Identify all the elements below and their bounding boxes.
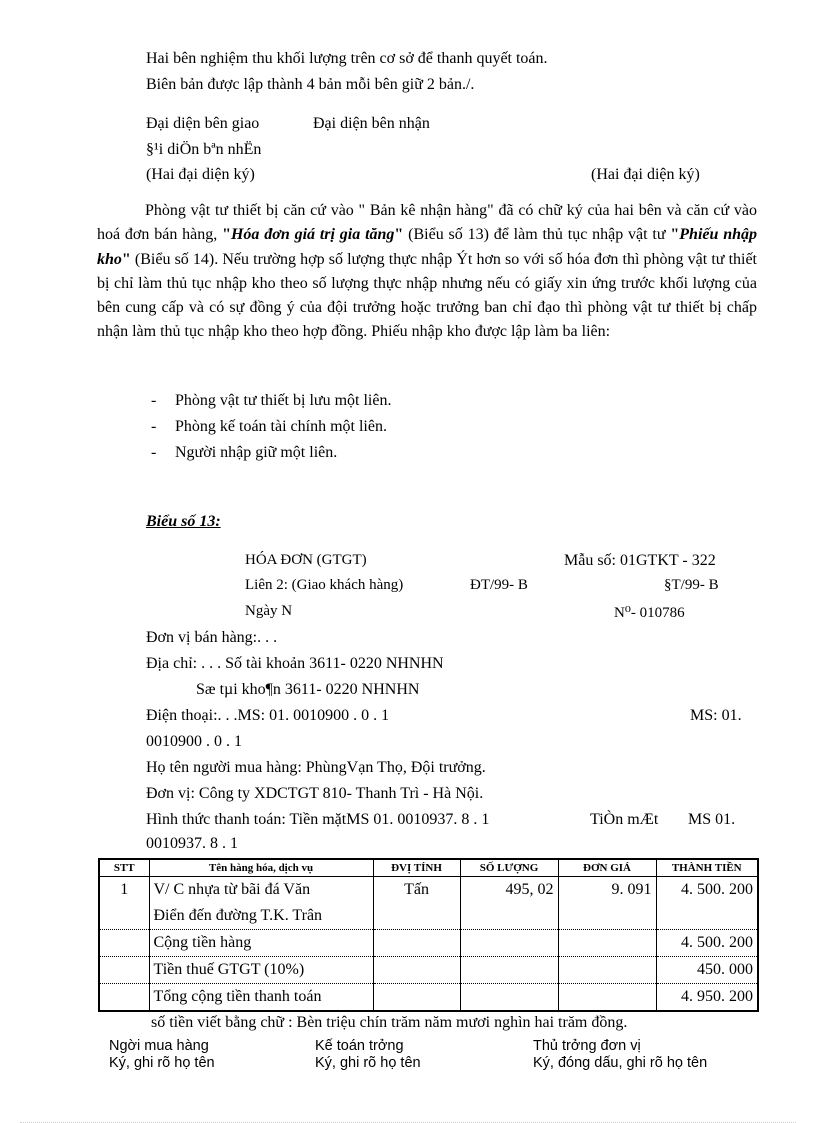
seller-phone: Điện thoại:. . .MS: 01. 0010900 . 0 . 1 bbox=[146, 707, 390, 724]
buyer-ms-cont: 0010937. 8 . 1 bbox=[146, 835, 238, 852]
bullet-mark: - bbox=[151, 418, 157, 435]
invoice-date: Ngày N bbox=[245, 603, 293, 619]
cell-unit: Tấn bbox=[373, 877, 460, 930]
bullet-item: Phòng vật tư thiết bị lưu một liên. bbox=[175, 392, 392, 409]
col-header: ĐƠN GIÁ bbox=[558, 859, 656, 877]
sign-left: (Hai đại diện ký) bbox=[146, 166, 255, 183]
signature-role: Ngời mua hàng bbox=[109, 1038, 209, 1054]
cell-summary-amount: 4. 500. 200 bbox=[656, 930, 758, 957]
cell-summary-label: Cộng tiền hàng bbox=[149, 930, 373, 957]
sign-right: (Hai đại diện ký) bbox=[591, 166, 700, 183]
receipt-emphasis: Phiếu nhập kho bbox=[97, 226, 758, 268]
seller-unit: Đơn vị bán hàng:. . . bbox=[146, 629, 278, 646]
table-header-row bbox=[99, 859, 758, 877]
amount-in-words: số tiền viết bằng chữ : Bèn triệu chín trăm năm mươi nghìn hai trăm đồng. bbox=[151, 1014, 628, 1031]
signature-note: Ký, ghi rõ họ tên bbox=[315, 1055, 421, 1071]
main-paragraph: Phòng vật tư thiết bị căn cứ vào " Bản kê nhận hàng" đã có chữ ký của hai bên và căn cứ vào hoá đơn bán hàng, "Hóa đơn giá trị gia tăng" (Biểu số 13) để làm thủ tục nhập vật tư "Phiếu nhập kho" (Biểu số 14). Nếu trường hợp số lượng thực nhập Ýt hơn so với số hóa đơn thì phòng vật tư thiết bị chỉ làm thủ tục nhập kho theo số lượng thực nhập nhưng nếu có giấy xin ứng trước khối lượng của bên cung cấp và có sự đồng ý của đội trưởng hoặc trưởng ban chỉ đạo thì phòng vật tư thiết bị chấp nhận làm thủ tục nhập kho theo hợp đồng. Phiếu nhập kho được lập làm ba liên: bbox=[97, 202, 758, 341]
invoice-dt: ĐT/99- B bbox=[470, 577, 528, 593]
col-header: THÀNH TIỀN bbox=[656, 859, 758, 877]
signature-note: Ký, ghi rõ họ tên bbox=[109, 1055, 215, 1071]
cell-summary-label: Tiền thuế GTGT (10%) bbox=[149, 957, 373, 984]
invoice-number: N⁰- 010786 bbox=[614, 605, 685, 621]
seller-address: Địa chỉ: . . . Số tài khoản 3611- 0220 NHNHN bbox=[146, 655, 444, 672]
cell-amount: 4. 500. 200 bbox=[656, 877, 758, 930]
seller-ms-cont: 0010900 . 0 . 1 bbox=[146, 733, 242, 750]
buyer-name: Họ tên người mua hàng: PhùngVạn Thọ, Đội trưởng. bbox=[146, 759, 486, 776]
cell-item-name: V/ C nhựa từ bãi đá Văn Điển đến đường T.K. Trân bbox=[149, 877, 373, 930]
invoice-copy: Liên 2: (Giao khách hàng) bbox=[245, 577, 404, 593]
signature-note: Ký, đóng dấu, ghi rõ họ tên bbox=[533, 1055, 708, 1071]
rep-giao: Đại diện bên giao bbox=[146, 115, 260, 132]
intro-line-2: Biên bản được lập thành 4 bản mỗi bên giữ 2 bản./. bbox=[146, 76, 475, 93]
table-row bbox=[99, 930, 758, 957]
bullet-mark: - bbox=[151, 392, 157, 409]
seller-garbled: Sæ tµi kho¶n 3611- 0220 NHNHN bbox=[196, 681, 420, 698]
bullet-item: Phòng kế toán tài chính một liên. bbox=[175, 418, 387, 435]
payment-garbled: TiÒn mÆt bbox=[590, 811, 659, 828]
rep-garbled: §¹i diÖn bªn nhËn bbox=[146, 141, 262, 158]
intro-line-1: Hai bên nghiệm thu khối lượng trên cơ sở để thanh quyết toán. bbox=[146, 50, 548, 67]
bullet-mark: - bbox=[151, 444, 157, 461]
buyer-ms-right: MS 01. bbox=[688, 811, 736, 828]
buyer-unit: Đơn vị: Công ty XDCTGT 810- Thanh Trì - Hà Nội. bbox=[146, 785, 484, 802]
bullet-item: Người nhập giữ một liên. bbox=[175, 444, 338, 461]
signature-role: Kế toán trởng bbox=[315, 1038, 404, 1054]
invoice-st: §T/99- B bbox=[664, 577, 719, 593]
cell-summary-amount: 450. 000 bbox=[656, 957, 758, 984]
col-header: Tên hàng hóa, dịch vụ bbox=[149, 859, 373, 877]
cell-summary-amount: 4. 950. 200 bbox=[656, 984, 758, 1012]
cell-qty: 495, 02 bbox=[460, 877, 558, 930]
invoice-form-number: Mẫu số: 01GTKT - 322 bbox=[564, 552, 716, 569]
invoice-title: HÓA ĐƠN (GTGT) bbox=[245, 552, 367, 568]
invoice-table bbox=[98, 858, 759, 1012]
table-row bbox=[99, 984, 758, 1012]
payment-method: Hình thức thanh toán: Tiền mặtMS 01. 0010937. 8 . 1 bbox=[146, 811, 490, 828]
table-row bbox=[99, 877, 758, 930]
col-header: ĐVỊ TÍNH bbox=[373, 859, 460, 877]
cell-summary-label: Tổng cộng tiền thanh toán bbox=[149, 984, 373, 1012]
cell-stt: 1 bbox=[99, 877, 149, 930]
vat-invoice-emphasis: Hóa đơn giá trị gia tăng bbox=[230, 226, 395, 244]
col-header: STT bbox=[99, 859, 149, 877]
signature-role: Thủ trởng đơn vị bbox=[533, 1038, 641, 1054]
col-header: SỐ LƯỢNG bbox=[460, 859, 558, 877]
cell-price: 9. 091 bbox=[558, 877, 656, 930]
table-row bbox=[99, 957, 758, 984]
rep-nhan: Đại diện bên nhận bbox=[313, 115, 430, 132]
seller-ms-right: MS: 01. bbox=[690, 707, 742, 724]
bieu-title: Biểu số 13: bbox=[146, 513, 221, 530]
